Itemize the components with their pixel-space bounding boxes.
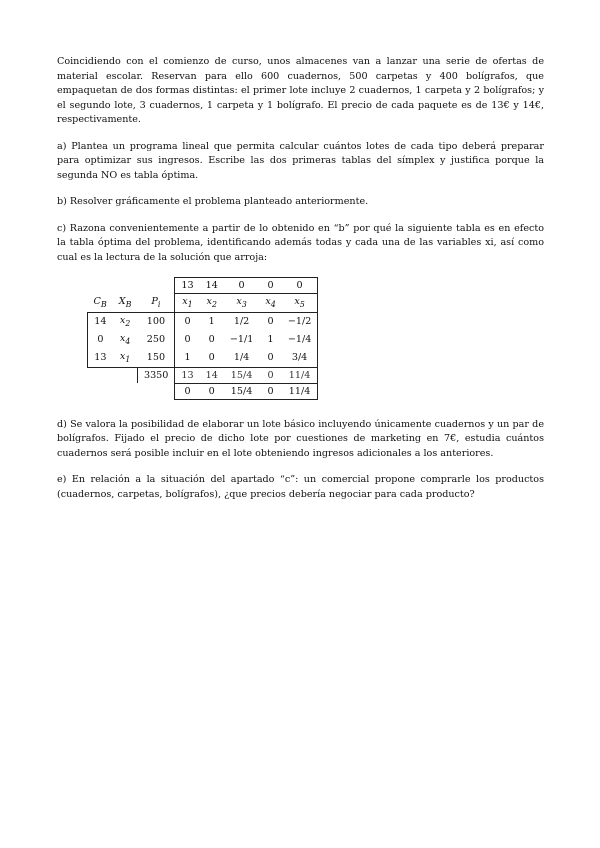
table-row	[88, 349, 318, 367]
cb-header: $C_B$	[93, 295, 107, 309]
value-cell: 0	[208, 334, 215, 346]
value-cell: 3/4	[282, 349, 318, 367]
pi-cell: 150	[137, 349, 174, 367]
z-cell: 13	[181, 369, 194, 381]
reduced-cell: 0	[200, 383, 224, 399]
cost-cell: 0	[224, 278, 259, 294]
z-cell: 15/4	[230, 369, 253, 381]
var-header: $x_3$	[224, 294, 259, 313]
z-row	[88, 367, 318, 383]
value-cell: 0	[200, 349, 224, 367]
reduced-cost-row	[88, 383, 318, 399]
cost-cell: 13	[175, 278, 200, 294]
reduced-cell: 15/4	[224, 383, 259, 399]
pi-cell: 250	[137, 331, 174, 349]
cost-cell: 0	[282, 278, 318, 294]
simplex-table	[87, 277, 318, 400]
question-a: a) Plantea un programa lineal que permita calcular cuántos lotes de cada tipo deberá preparar para optimizar sus ingresos. Escribe las dos primeras tablas del símplex y justifica porque la segunda NO es tabla óptima.	[57, 140, 544, 181]
reduced-cell: 0	[175, 383, 200, 399]
value-cell: −1/1	[229, 334, 254, 346]
var-header: $x_4$	[259, 294, 282, 313]
cb-cell: 14	[88, 312, 113, 330]
question-e: e) En relación a la situación del apartado “c”: un comercial propone comprarle los productos (cuadernos, carpetas, bolígrafos), ¿que precios debería negociar para cada producto?	[57, 474, 544, 500]
xb-cell: $x_2$	[113, 312, 138, 330]
value-cell: 0	[259, 312, 282, 330]
table-row	[88, 331, 318, 349]
problem-statement: Coincidiendo con el comienzo de curso, unos almacenes van a lanzar una serie de ofertas de material escolar. Reservan para ello 600 cuadernos, 500 carpetas y 400 bolígrafos, que empaquetan de dos formas distintas: el primer lote incluye 2 cuadernos, 1 carpeta y 2 bolígrafos; y el segundo lote, 3 cuadernos, 1 carpeta y 1 bolígrafo. El precio de cada paquete es de 13€ y 14€, respectivamente.	[57, 56, 544, 125]
z-cell: 11/4	[282, 367, 318, 383]
z-cell: 0	[267, 369, 274, 381]
cb-cell: 0	[88, 331, 113, 349]
pi-cell: 100	[137, 312, 174, 330]
cost-cell: 14	[200, 278, 224, 294]
question-c: c) Razona convenientemente a partir de lo obtenido en “b” por qué la siguiente tabla es en efecto la tabla óptima del problema, identificando además todas y cada una de las variables xi, así como cual es la lectura de la solución que arroja:	[57, 222, 544, 263]
value-cell: 1	[175, 349, 200, 367]
reduced-cell: 0	[259, 383, 282, 399]
z-cell: 14	[205, 369, 218, 381]
simplex-table-wrapper	[87, 277, 544, 400]
var-header: $x_1$	[175, 294, 200, 313]
xb-header: $X_B$	[118, 295, 132, 309]
cb-cell: 13	[88, 349, 113, 367]
value-cell: 0	[259, 349, 282, 367]
value-cell: 1	[200, 312, 224, 330]
value-cell: 0	[175, 312, 200, 330]
value-cell: 1/2	[224, 312, 259, 330]
xb-cell: $x_1$	[113, 349, 138, 367]
xb-cell: $x_4$	[119, 332, 131, 346]
pi-header: $P_i$	[137, 294, 174, 313]
reduced-cell: 11/4	[282, 383, 318, 399]
value-cell: 1/4	[224, 349, 259, 367]
exercise-page	[57, 55, 544, 514]
var-header: $x_2$	[200, 294, 224, 313]
var-header: $x_5$	[282, 294, 318, 313]
header-row	[88, 294, 318, 313]
z-value: 3350	[137, 367, 174, 383]
value-cell: 1	[267, 334, 274, 346]
question-d: d) Se valora la posibilidad de elaborar un lote básico incluyendo únicamente cuadernos y un par de bolígrafos. Fijado el precio de dicho lote por cuestiones de marketing en 7€, estudia cuántos cuadernos será posible incluir en el lote obteniendo ingresos adicionales a los anteriores.	[57, 418, 544, 459]
cost-cell: 0	[259, 278, 282, 294]
value-cell: 0	[184, 334, 191, 346]
value-cell: −1/2	[282, 312, 318, 330]
table-row	[88, 312, 318, 330]
cost-row	[88, 278, 318, 294]
question-b: b) Resolver gráficamente el problema planteado anteriormente.	[57, 196, 369, 207]
value-cell: −1/4	[282, 331, 318, 349]
